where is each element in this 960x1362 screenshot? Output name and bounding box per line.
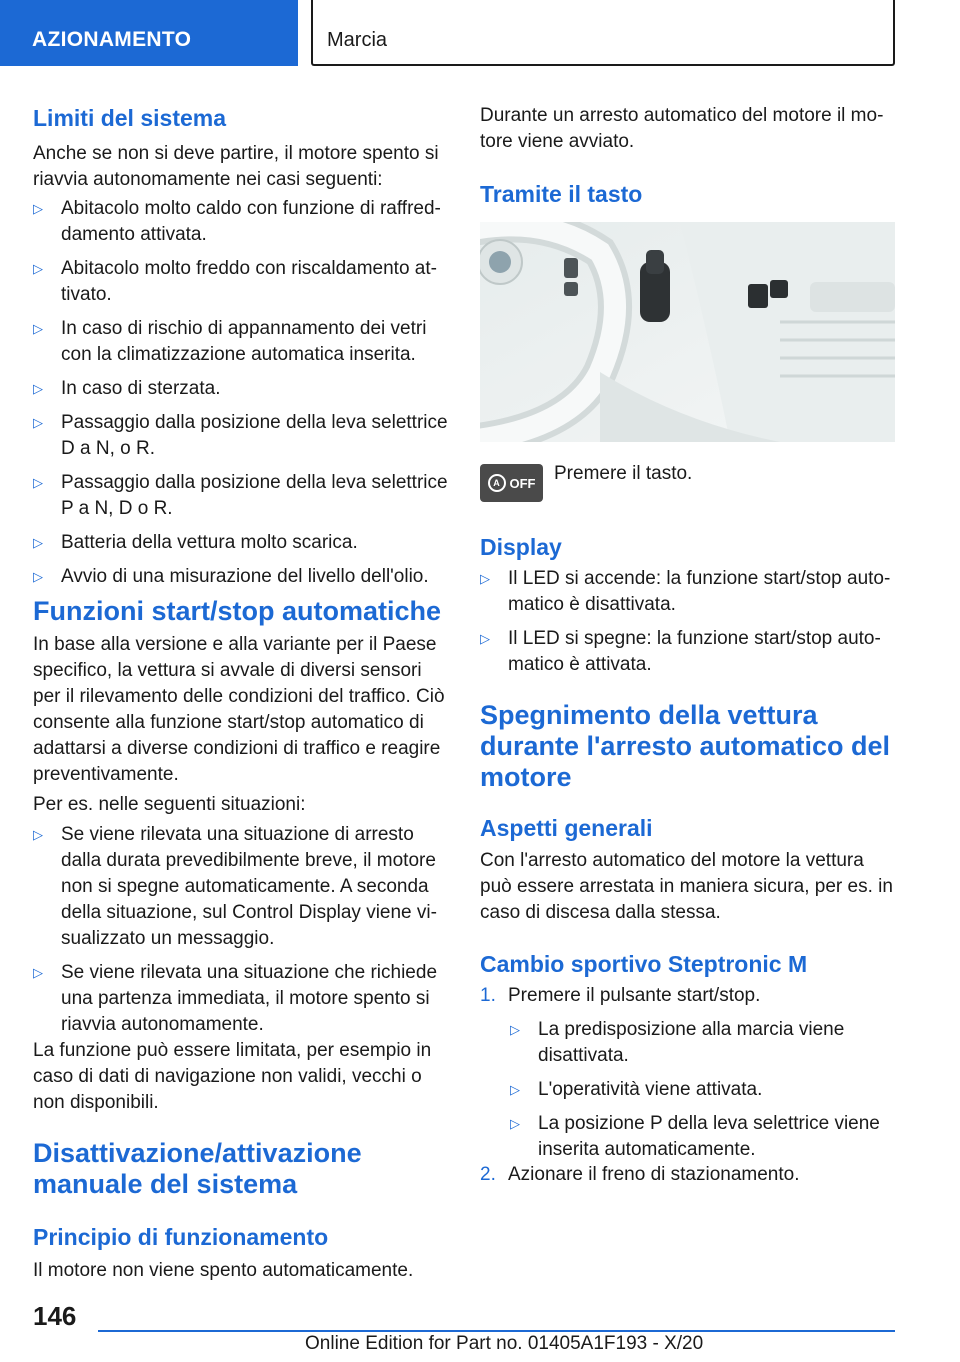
paragraph-intro: Durante un arresto automatico del motore il motore viene avviato. [480,105,884,152]
heading-cambio: Cambio sportivo Steptronic M [480,951,808,977]
chapter-title: Marcia [327,29,388,51]
chapter-tab [311,0,895,66]
display-list [480,566,896,678]
triangle-bullet-icon: ▷ [510,1116,520,1131]
steps-list [480,983,896,1017]
heading-principio: Principio di funzionamento [33,1224,329,1250]
auto-start-stop-off-icon [480,464,543,502]
steps-list-2 [480,1162,896,1188]
list-item: ▷ In caso di sterzata. [33,376,451,402]
list-item: ▷ La posizione P della leva selettrice viene inserita automaticamente. [510,1113,880,1160]
triangle-bullet-icon: ▷ [33,535,43,550]
step-item: 2. Azionare il freno di stazionamento. [480,1162,896,1188]
step-item: 1. Premere il pulsante start/stop. [480,983,896,1009]
step1-sublist [480,1017,896,1163]
section-tab [0,0,298,66]
triangle-bullet-icon: ▷ [510,1022,520,1037]
triangle-bullet-icon: ▷ [33,415,43,430]
paragraph-aspetti: Con l'arresto automatico del motore la vettura può essere arrestata in maniera sicura, per es. in caso di discesa dalla stessa. [480,850,893,923]
off-label: OFF [509,475,536,491]
paragraph-principio: Il motore non viene spento automaticamente. [33,1260,414,1281]
list-item: ▷ Il LED si spegne: la funzione start/stop automatico è attivata. [480,628,881,675]
triangle-bullet-icon: ▷ [33,569,43,584]
triangle-bullet-icon: ▷ [33,965,43,980]
list-item: ▷ Passaggio dalla posizione della leva selettrice D a N, o R. [33,412,448,459]
triangle-bullet-icon: ▷ [33,321,43,336]
heading-tasto: Tramite il tasto [480,181,643,207]
list-item: ▷ L'operatività viene attivata. [480,1077,896,1103]
triangle-bullet-icon: ▷ [33,381,43,396]
page-number: 146 [33,1301,77,1331]
paragraph-limiti: Anche se non si deve partire, il motore spento si riavvia autonomamente nei casi seguenti: [33,143,439,190]
step-number: 1. [480,985,496,1006]
paragraph-funzioni: In base alla versione e alla variante per il Paese specifico, la vettura si avvale di diversi sensori per il rilevamento delle condizioni del traffico. Ciò consente alla funzione start/stop automatico di adattarsi a diverse condizioni di traffico e reagire preventivamente. [33,634,445,785]
limiti-list [33,196,451,590]
dashboard-illustration [480,222,895,442]
step-number: 2. [480,1164,496,1185]
paragraph-tasto: Premere il tasto. [554,463,693,484]
list-item: ▷ Abitacolo molto caldo con funzione di raffreddamento attivata. [33,198,441,245]
heading-limiti: Limiti del sistema [33,105,227,131]
triangle-bullet-icon: ▷ [480,631,490,646]
paragraph-limitations: La funzione può essere limitata, per esempio in caso di dati di navigazione non validi, vecchi o non disponibili. [33,1040,432,1113]
auto-start-stop-ring-icon: A [488,474,506,492]
list-item: ▷ La predisposizione alla marcia viene disattivata. [510,1019,845,1066]
funzioni-list [33,822,451,1038]
list-item: ▷ Passaggio dalla posizione della leva selettrice P a N, D o R. [33,472,448,519]
heading-funzioni: Funzioni start/stop automatiche [33,596,442,626]
footer-edition: Online Edition for Part no. 01405A1F193 - X/20 [305,1333,704,1354]
triangle-bullet-icon: ▷ [33,261,43,276]
paragraph-funzioni-examples: Per es. nelle seguenti situazioni: [33,794,306,815]
list-item: ▷ Il LED si accende: la funzione start/stop automatico è disattivata. [480,568,891,615]
list-item: ▷ Batteria della vettura molto scarica. [33,530,451,556]
heading-aspetti: Aspetti generali [480,815,653,841]
triangle-bullet-icon: ▷ [33,201,43,216]
dashboard-figure [480,222,895,442]
list-item: ▷ Abitacolo molto freddo con riscaldamento attivato. [33,258,437,305]
list-item: ▷ Se viene rilevata una situazione di arresto dalla durata prevedibilmente breve, il motore non si spegne automaticamente. A seconda della situazione, sul Control Display viene visualizzato un messaggio. [33,824,437,949]
triangle-bullet-icon: ▷ [510,1082,520,1097]
triangle-bullet-icon: ▷ [33,475,43,490]
triangle-bullet-icon: ▷ [33,827,43,842]
heading-disattivazione: Disattivazione/attivazione manuale del sistema [33,1138,362,1199]
list-item: ▷ Se viene rilevata una situazione che richiede una partenza immediata, il motore spento si riavvia autonomamente. [33,962,438,1035]
list-item: ▷ In caso di rischio di appannamento dei vetri con la climatizzazione automatica inserita. [33,318,427,365]
triangle-bullet-icon: ▷ [480,571,490,586]
heading-display: Display [480,534,562,560]
list-item: ▷ Avvio di una misurazione del livello dell'olio. [33,564,451,590]
footer-divider [98,1330,895,1332]
section-title: AZIONAMENTO [32,28,192,51]
heading-spegnimento: Spegnimento della vettura durante l'arresto automatico del motore [480,700,891,792]
